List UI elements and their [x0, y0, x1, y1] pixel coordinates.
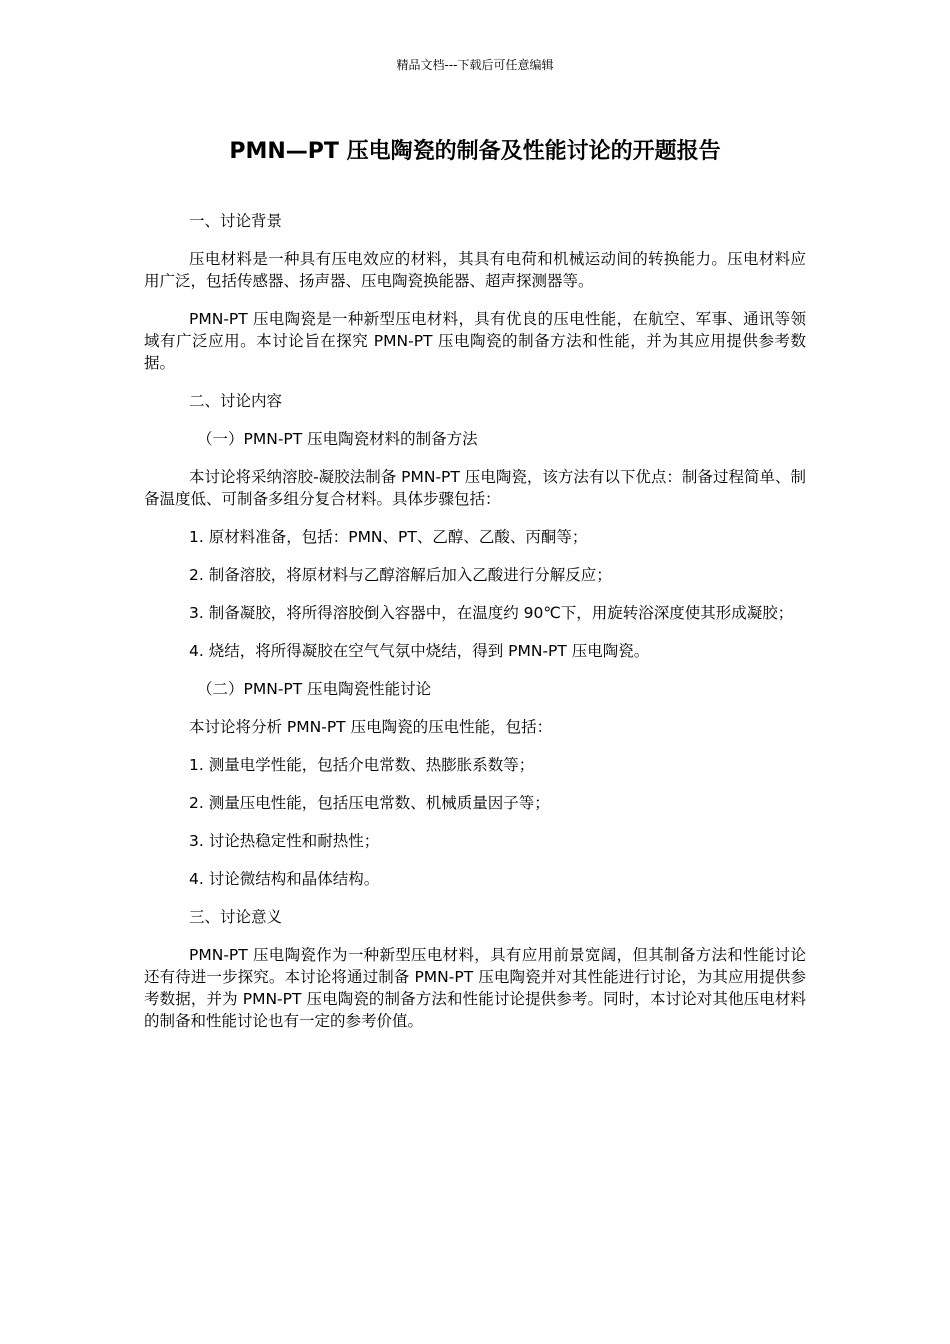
subsection-heading: （二）PMN-PT 压电陶瓷性能讨论	[197, 680, 432, 698]
page-header: 精品文档---下载后可任意编辑	[396, 58, 554, 72]
section-heading-background: 一、讨论背景	[189, 212, 283, 230]
paragraph: PMN-PT 压电陶瓷是一种新型压电材料，具有优良的压电性能，在航空、军事、通讯等领域有广泛应用。本讨论旨在探究 PMN-PT 压电陶瓷的制备方法和性能，并为其应用提供参考数据。	[144, 310, 806, 372]
paragraph: 压电材料是一种具有压电效应的材料，其具有电荷和机械运动间的转换能力。压电材料应用广泛，包括传感器、扬声器、压电陶瓷换能器、超声探测器等。	[144, 250, 806, 290]
list-item: 3. 制备凝胶，将所得溶胶倒入容器中，在温度约 90℃下，用旋转浴深度使其形成凝胶；	[189, 604, 794, 622]
list-item: 2. 制备溶胶，将原材料与乙醇溶解后加入乙酸进行分解反应；	[189, 566, 612, 584]
section-heading-significance: 三、讨论意义	[189, 908, 283, 926]
list-item: 1. 测量电学性能，包括介电常数、热膨胀系数等；	[189, 756, 535, 774]
list-item: 3. 讨论热稳定性和耐热性；	[189, 832, 380, 850]
list-item: 4. 讨论微结构和晶体结构。	[189, 870, 380, 888]
list-item: 2. 测量压电性能，包括压电常数、机械质量因子等；	[189, 794, 550, 812]
subsection-heading: （一）PMN-PT 压电陶瓷材料的制备方法	[197, 430, 478, 448]
paragraph: PMN-PT 压电陶瓷作为一种新型压电材料，具有应用前景宽阔，但其制备方法和性能讨论还有待进一步探究。本讨论将通过制备 PMN-PT 压电陶瓷并对其性能进行讨论，为其应用提供参考数据，并为 PMN-PT 压电陶瓷的制备方法和性能讨论提供参考。同时，本讨论对其他压电材料的制备和性能讨论也有一定的参考价值。	[144, 946, 806, 1030]
paragraph: 本讨论将采纳溶胶-凝胶法制备 PMN-PT 压电陶瓷，该方法有以下优点：制备过程简单、制备温度低、可制备多组分复合材料。具体步骤包括：	[144, 468, 806, 508]
list-item: 4. 烧结，将所得凝胶在空气气氛中烧结，得到 PMN-PT 压电陶瓷。	[189, 642, 650, 660]
section-heading-content: 二、讨论内容	[189, 392, 283, 410]
document-body	[144, 210, 806, 1032]
paragraph: 本讨论将分析 PMN-PT 压电陶瓷的压电性能，包括：	[189, 718, 553, 736]
document-title: PMN—PT 压电陶瓷的制备及性能讨论的开题报告	[229, 139, 721, 164]
list-item: 1. 原材料准备，包括：PMN、PT、乙醇、乙酸、丙酮等；	[189, 528, 588, 546]
